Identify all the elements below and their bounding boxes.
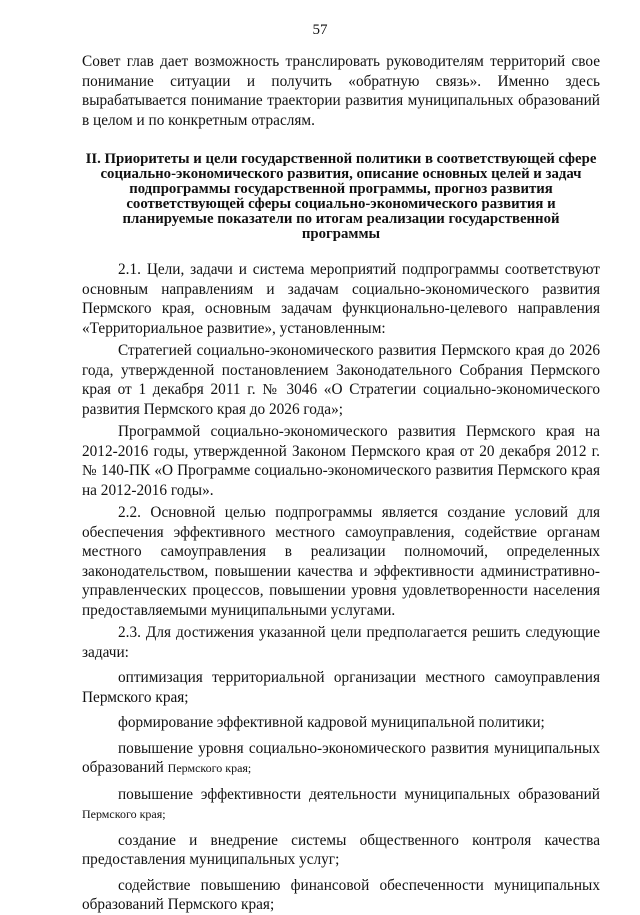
page-number: 57	[312, 22, 328, 38]
task-item: оптимизация территориальной организации местного самоуправления Пермского края;	[82, 669, 600, 706]
task-text: повышение эффективности деятельности муниципальных образований	[118, 785, 600, 803]
task-text-small: Пермского края;	[82, 807, 166, 821]
paragraph-2-1: 2.1. Цели, задачи и система мероприятий подпрограммы соответствуют основным направлениям и задачам социально-экономического развития Пермского края, основным задачам функционально-целевого направления «Территориальное развитие», установленным:	[82, 261, 600, 337]
intro-paragraph: Совет глав дает возможность транслировать руководителям территорий свое понимание ситуации и получить «обратную связь». Именно здесь вырабатывается понимание траектории развития муниципальных образований в целом и по конкретным отраслям.	[82, 53, 600, 129]
task-item	[82, 785, 600, 825]
task-text: повышение уровня социально-экономического развития муниципальных образований	[82, 739, 600, 776]
paragraph-program: Программой социально-экономического развития Пермского края на 2012-2016 годы, утвержденной Законом Пермского края от 20 декабря 2012 г. № 140-ПК «О Программе социально-экономического развития Пермского края на 2012-2016 годы».	[82, 423, 600, 499]
document-body	[82, 52, 600, 915]
task-item: содействие повышению финансовой обеспеченности муниципальных образований Пермского края;	[82, 876, 600, 913]
task-item	[82, 739, 600, 779]
section-heading: II. Приоритеты и цели государственной политики в соответствующей сфере социально-экономического развития, описание основных целей и задач подпрограммы государственной программы, прогноз развития соответствующей сферы социально-экономического развития и планируемые показатели по итогам реализации государственной программы	[85, 151, 597, 242]
paragraph-2-2: 2.2. Основной целью подпрограммы является создание условий для обеспечения эффективного местного самоуправления, содействие органам местного самоуправления в реализации полномочий, определенных законодательством, повышении качества и эффективности административно-управленческих процессов, повышении уровня удовлетворенности населения предоставляемыми муниципальными услугами.	[82, 504, 600, 619]
task-text-small: Пермского края;	[167, 761, 252, 775]
task-item: формирование эффективной кадровой муниципальной политики;	[118, 714, 545, 731]
paragraph-strategy: Стратегией социально-экономического развития Пермского края до 2026 года, утвержденной постановлением Законодательного Собрания Пермского края от 1 декабря 2011 г. № 3046 «О Стратегии социально-экономического развития Пермского края до 2026 года»;	[82, 342, 600, 418]
task-item: создание и внедрение системы общественного контроля качества предоставления муниципальных услуг;	[82, 831, 600, 868]
paragraph-2-3: 2.3. Для достижения указанной цели предполагается решить следующие задачи:	[82, 624, 600, 661]
